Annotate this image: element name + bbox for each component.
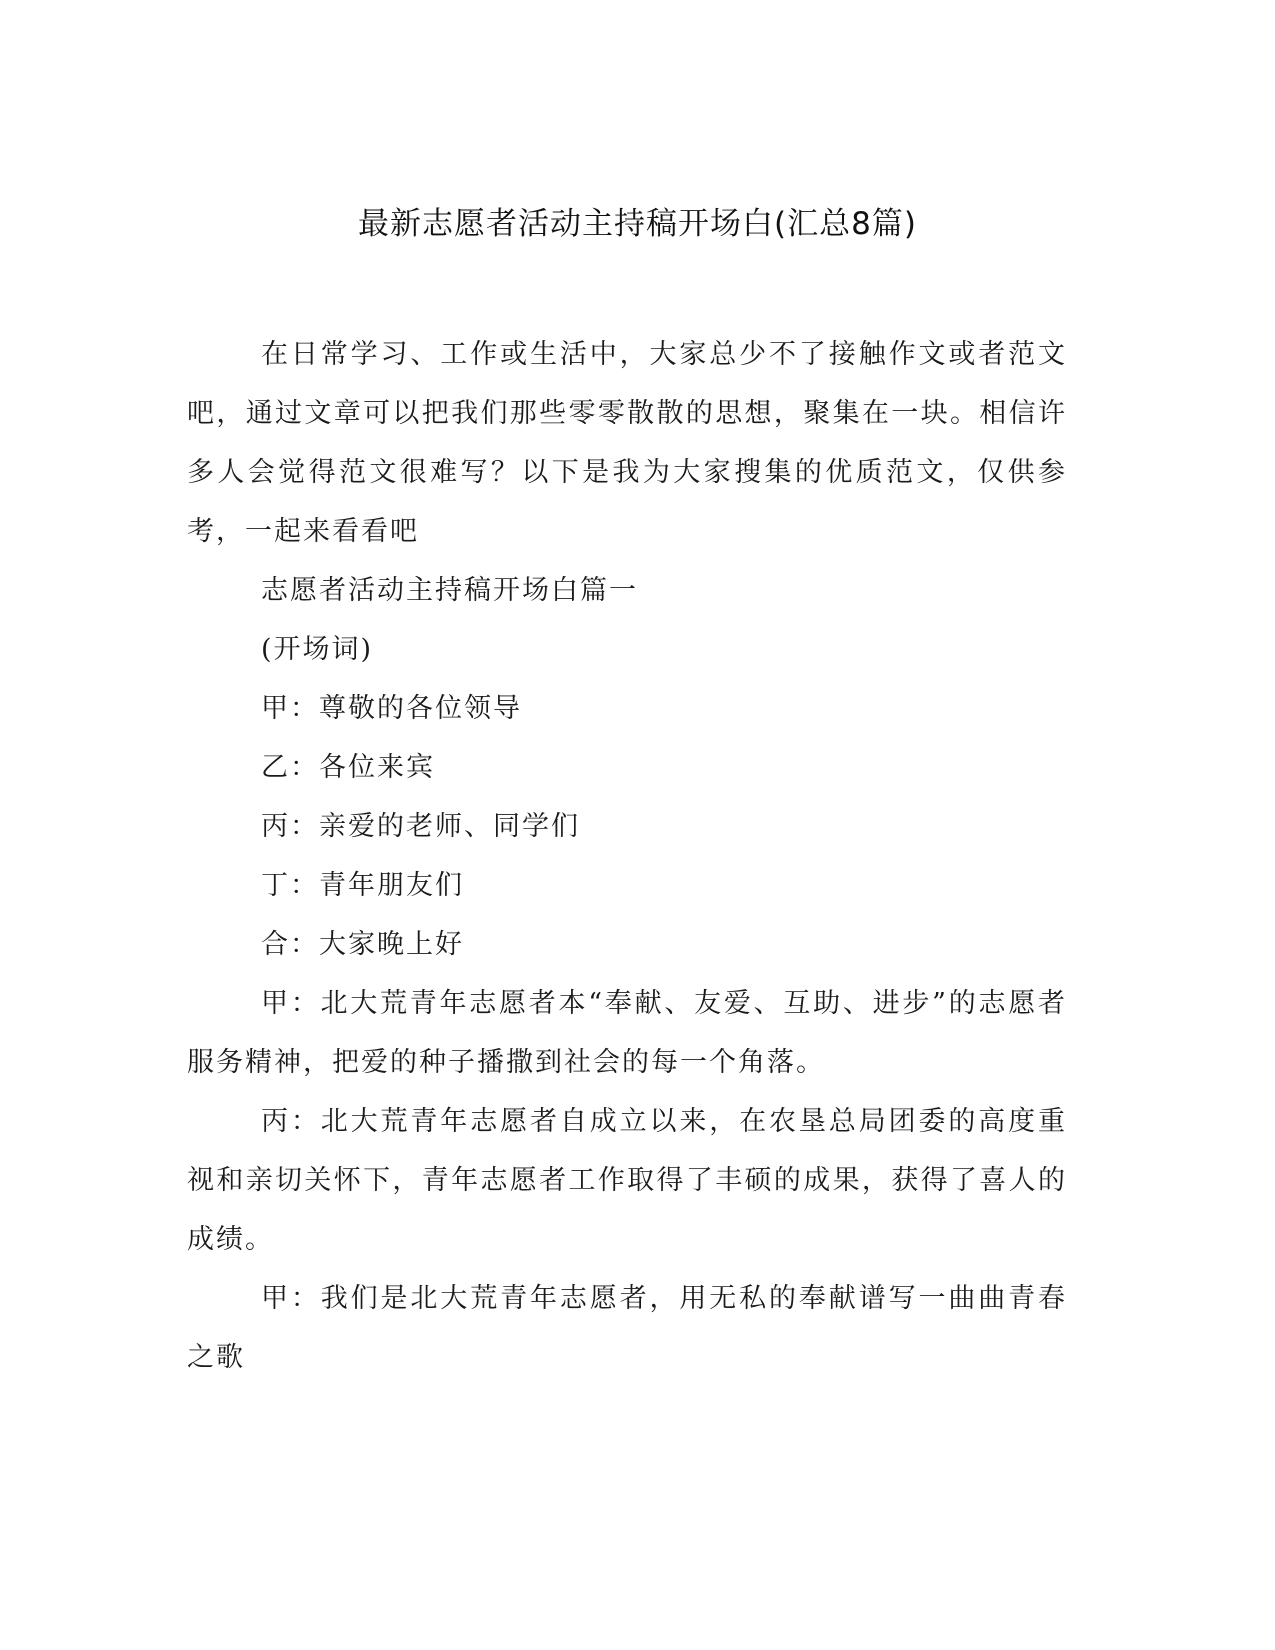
intro-paragraph: 在日常学习、工作或生活中，大家总少不了接触作文或者范文吧，通过文章可以把我们那些零零散散的思想，聚集在一块。相信许多人会觉得范文很难写？以下是我为大家搜集的优质范文，仅供参考，一起来看看吧 (187, 339, 1067, 547)
section-heading: 志愿者活动主持稿开场白篇一 (261, 575, 638, 606)
dialogue-paragraph: 甲：北大荒青年志愿者本“奉献、友爱、互助、进步”的志愿者服务精神，把爱的种子播撒到社会的每一个角落。 (187, 988, 1067, 1078)
dialogue-line: 丙：亲爱的老师、同学们 (261, 811, 580, 842)
dialogue-paragraph: 甲：我们是北大荒青年志愿者，用无私的奉献谱写一曲曲青春之歌 (187, 1283, 1067, 1373)
document-body (187, 325, 1067, 1387)
document-title: 最新志愿者活动主持稿开场白(汇总8篇) (358, 206, 917, 242)
dialogue-line: 甲：尊敬的各位领导 (261, 693, 522, 724)
dialogue-line: 合：大家晚上好 (261, 929, 464, 960)
dialogue-paragraph: 丙：北大荒青年志愿者自成立以来，在农垦总局团委的高度重视和亲切关怀下，青年志愿者工作取得了丰硕的成果，获得了喜人的成绩。 (187, 1106, 1067, 1255)
dialogue-line: 丁：青年朋友们 (261, 870, 464, 901)
opening-words-label: (开场词) (261, 634, 374, 665)
dialogue-line: 乙：各位来宾 (261, 752, 435, 783)
